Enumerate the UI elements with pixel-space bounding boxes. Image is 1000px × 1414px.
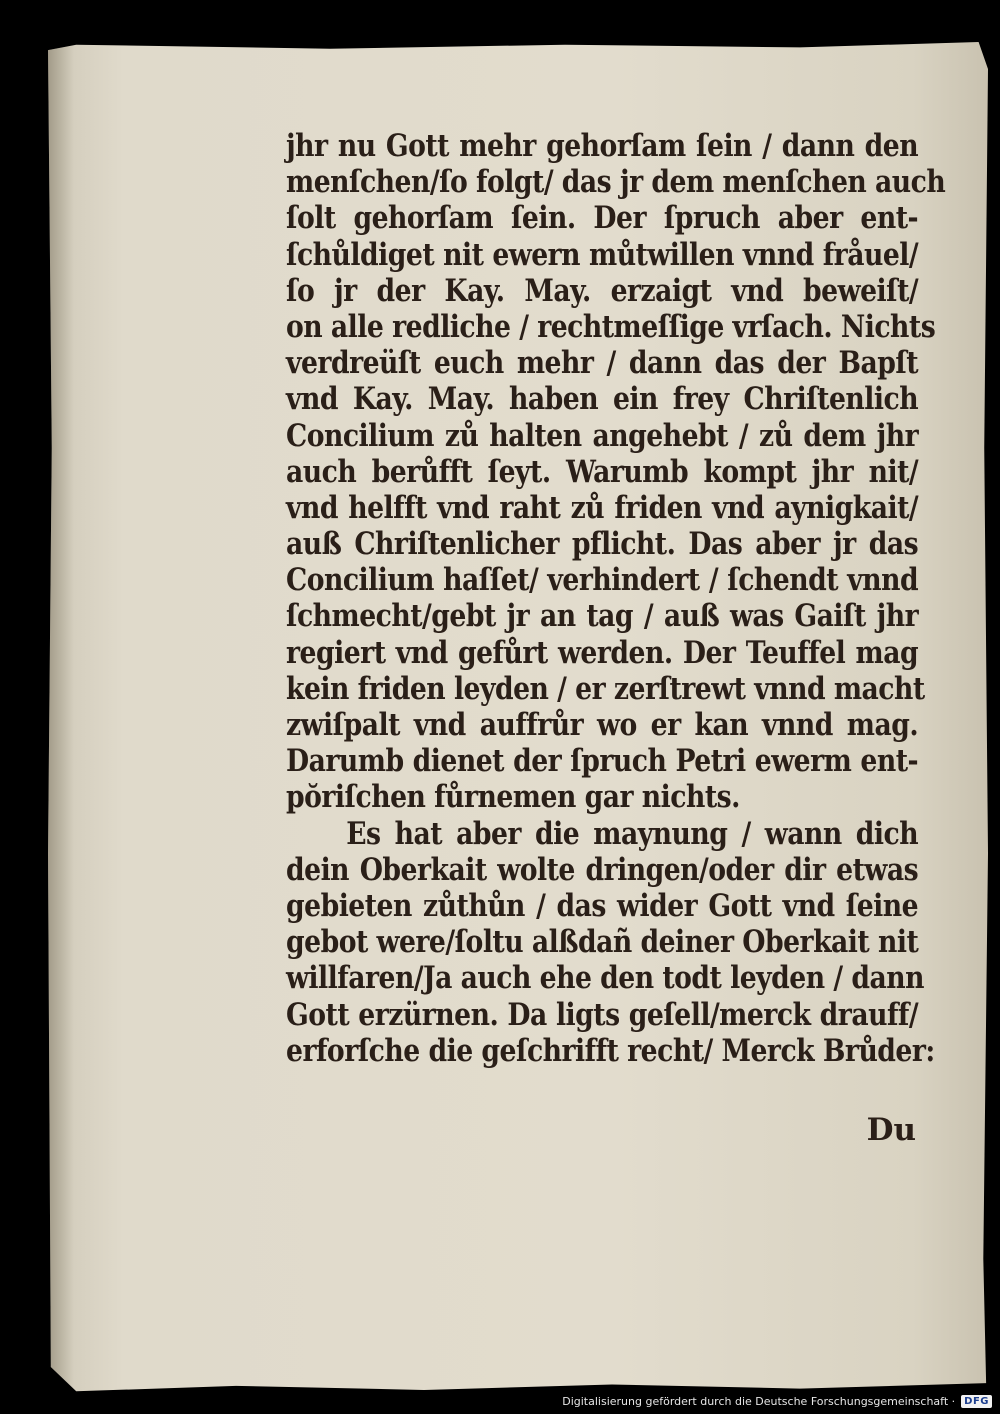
text-line: Gott erzürnen. Da ligts geſell/merck drauff/ [286,996,919,1033]
text-line: gebot were/ſoltu alßdañ deiner Oberkait nit [286,924,919,961]
text-line: erforſche die geſchrifft recht/ Merck Brůder: [286,1032,935,1069]
text-line: Concilium zů halten angehebt / zů dem jhr [286,417,919,454]
text-line: ſolt gehorſam ſein. Der ſpruch aber ent‑ [286,200,919,237]
dfg-logo: DFG [961,1395,992,1408]
text-line: Darumb dienet der ſpruch Petri ewerm ent‑ [286,743,919,780]
text-line: willfaren/Ja auch ehe den todt leyden / dann [286,960,924,997]
text-line: vnd Kay. May. haben ein frey Chriſtenlich [286,381,919,418]
text-line: ſchůldiget nit ewern můtwillen vnnd fråuel/ [286,236,919,273]
text-line: menſchen/ſo folgt/ das jr dem menſchen auch [286,164,946,201]
paragraph-start-line: Es hat aber die maynung / wann dich [346,815,919,852]
text-line: kein friden leyden / er zerſtrewt vnnd macht [286,670,925,707]
text-line: gebieten zůthůn / das wider Gott vnd ſeine [286,887,919,924]
digitization-footer [562,1395,992,1408]
text-line: regiert vnd gefůrt werden. Der Teuffel mag [286,634,919,671]
funding-notice: Digitalisierung gefördert durch die Deutsche Forschungsgemeinschaft · [562,1395,956,1408]
text-line: on alle redliche / rechtmeſſige vrſach. Nichts [286,308,936,345]
catchword: Du [866,1112,916,1148]
text-line: zwiſpalt vnd auffrůr wo er kan vnnd mag. [286,707,919,743]
text-line: vnd helfft vnd raht zů friden vnd aynigkait/ [286,489,919,526]
body-text [286,128,946,1069]
text-line: auch berůfft ſeyt. Warumb kompt jhr nit/ [286,453,919,490]
text-line: ſchmecht/gebt jr an tag / auß was Gaiſt jhr [286,598,919,635]
page-gutter-shadow [48,42,74,1394]
text-line: verdreüſt euch mehr / dann das der Bapſt [286,345,919,382]
text-line: dein Oberkait wolte dringen/oder dir etwas [286,851,919,888]
text-line: pŏriſchen fůrnemen gar nichts. [286,779,740,816]
text-line: ſo jr der Kay. May. erzaigt vnd beweiſt/ [286,272,919,309]
text-line: jhr nu Gott mehr gehorſam ſein / dann den [286,128,919,164]
text-line: auß Chriſtenlicher pflicht. Das aber jr das [286,526,919,563]
text-line: Concilium haſſet/ verhindert / ſchendt vnnd [286,562,919,599]
